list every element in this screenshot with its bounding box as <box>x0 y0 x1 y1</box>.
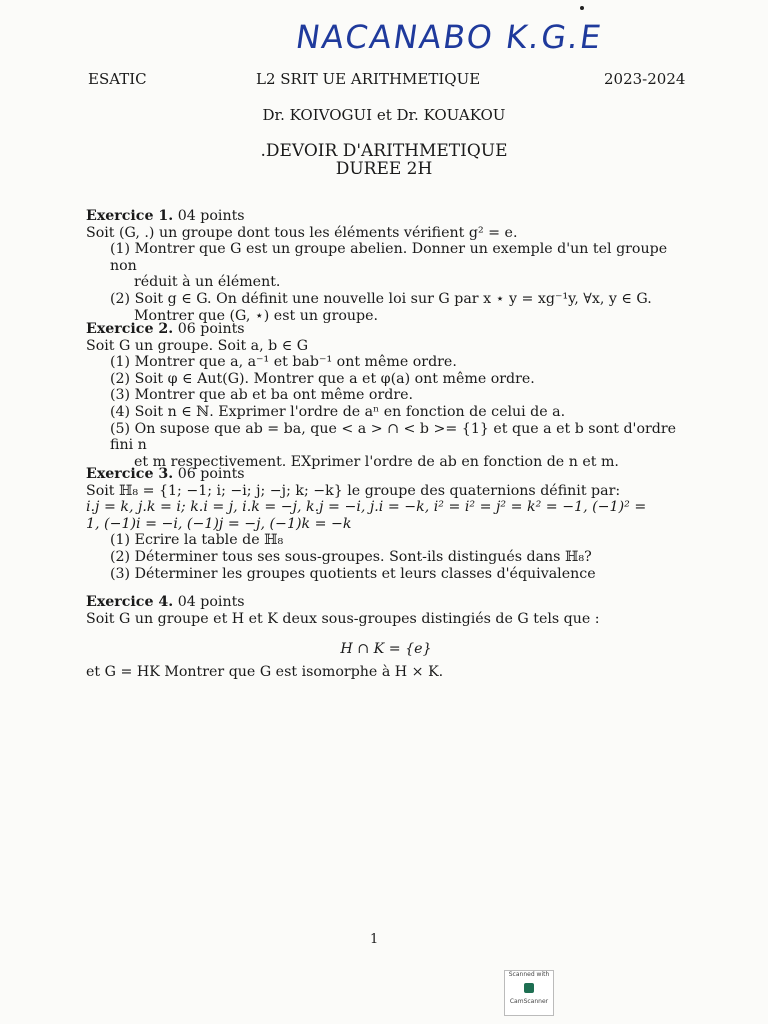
exam-title-line1: .DEVOIR D'ARITHMETIQUE <box>260 141 508 161</box>
exercise-3-q2: (2) Déterminer tous ses sous-groupes. Sont-ils distingués dans ℍ₈? <box>110 548 592 565</box>
exercise-4-points: 04 points <box>177 594 245 610</box>
exam-title <box>0 142 768 178</box>
exercise-1-q1: (1) Montrer que G est un groupe abelien. Donner un exemple d'un tel groupe non <box>110 241 668 274</box>
exercise-1-intro: Soit (G, .) un groupe dont tous les éléments vérifient g² = e. <box>86 224 518 241</box>
ink-dot <box>580 6 584 10</box>
exercise-2-q2: (2) Soit φ ∈ Aut(G). Montrer que a et φ(a) ont même ordre. <box>110 370 535 387</box>
exercise-2-q5: (5) On supose que ab = ba, que < a > ∩ < b >= {1} et que a et b sont d'ordre fini n <box>110 420 677 454</box>
exercise-3-relations-2: 1, (−1)i = −i, (−1)j = −j, (−1)k = −k <box>86 515 352 532</box>
exercise-1-q2-cont: Montrer que (G, ⋆) est un groupe. <box>134 307 379 324</box>
exam-title-line2: DUREE 2H <box>335 159 433 179</box>
exercise-3-q1: (1) Ecrire la table de ℍ₈ <box>110 532 284 549</box>
exercise-2-q5-cont: et m respectivement. EXprimer l'ordre de ab en fonction de n et m. <box>134 453 619 470</box>
exercise-2-q3: (3) Montrer que ab et ba ont même ordre. <box>110 387 414 404</box>
header-year: 2023-2024 <box>604 70 686 88</box>
exercise-1 <box>86 208 686 324</box>
page-number: 1 <box>370 932 379 947</box>
exercise-4-intro: Soit G un groupe et H et K deux sous-groupes distingiés de G tels que : <box>86 610 600 627</box>
exercise-3-q3: (3) Déterminer les groupes quotients et leurs classes d'équivalence <box>110 565 596 582</box>
camscanner-logo-icon <box>524 983 534 993</box>
header-course: L2 SRIT UE ARITHMETIQUE <box>256 70 481 88</box>
scanner-line2: CamScanner <box>509 998 549 1005</box>
exercise-4-title: Exercice 4. <box>86 594 174 610</box>
exercise-1-points: 04 points <box>177 208 245 224</box>
exercise-3 <box>86 466 686 582</box>
exercise-4-formula: H ∩ K = {e} <box>340 641 432 658</box>
exercise-2-q1: (1) Montrer que a, a⁻¹ et bab⁻¹ ont même ordre. <box>110 354 457 371</box>
exercise-1-q2: (2) Soit g ∈ G. On définit une nouvelle loi sur G par x ⋆ y = xg⁻¹y, ∀x, y ∈ G. <box>110 290 652 307</box>
handwritten-name: NACANABO K.G.E <box>293 18 606 56</box>
exercise-1-title: Exercice 1. <box>86 208 174 224</box>
exercise-4 <box>86 594 686 680</box>
exercise-2 <box>86 321 686 470</box>
exercise-2-points: 06 points <box>177 321 245 337</box>
exercise-2-title: Exercice 2. <box>86 321 174 337</box>
scanner-line1: Scanned with <box>508 971 550 978</box>
exercise-2-q4: (4) Soit n ∈ ℕ. Exprimer l'ordre de aⁿ en fonction de celui de a. <box>110 403 566 420</box>
exercise-3-title: Exercice 3. <box>86 466 174 482</box>
exercise-3-intro: Soit ℍ₈ = {1; −1; i; −i; j; −j; k; −k} le groupe des quaternions définit par: <box>86 482 621 499</box>
exercise-2-intro: Soit G un groupe. Soit a, b ∈ G <box>86 337 309 354</box>
exercise-1-q1-cont: réduit à un élément. <box>134 274 281 291</box>
exercise-3-points: 06 points <box>177 466 245 482</box>
camscanner-badge <box>504 970 554 1016</box>
exercise-3-relations-1: i.j = k, j.k = i; k.i = j, i.k = −j, k.j = −i, j.i = −k, i² = i² = j² = k² = −1, (−1)² = <box>86 499 647 516</box>
exercise-4-outro: et G = HK Montrer que G est isomorphe à H × K. <box>86 663 444 680</box>
authors: Dr. KOIVOGUI et Dr. KOUAKOU <box>262 106 506 124</box>
header-school: ESATIC <box>88 70 147 88</box>
